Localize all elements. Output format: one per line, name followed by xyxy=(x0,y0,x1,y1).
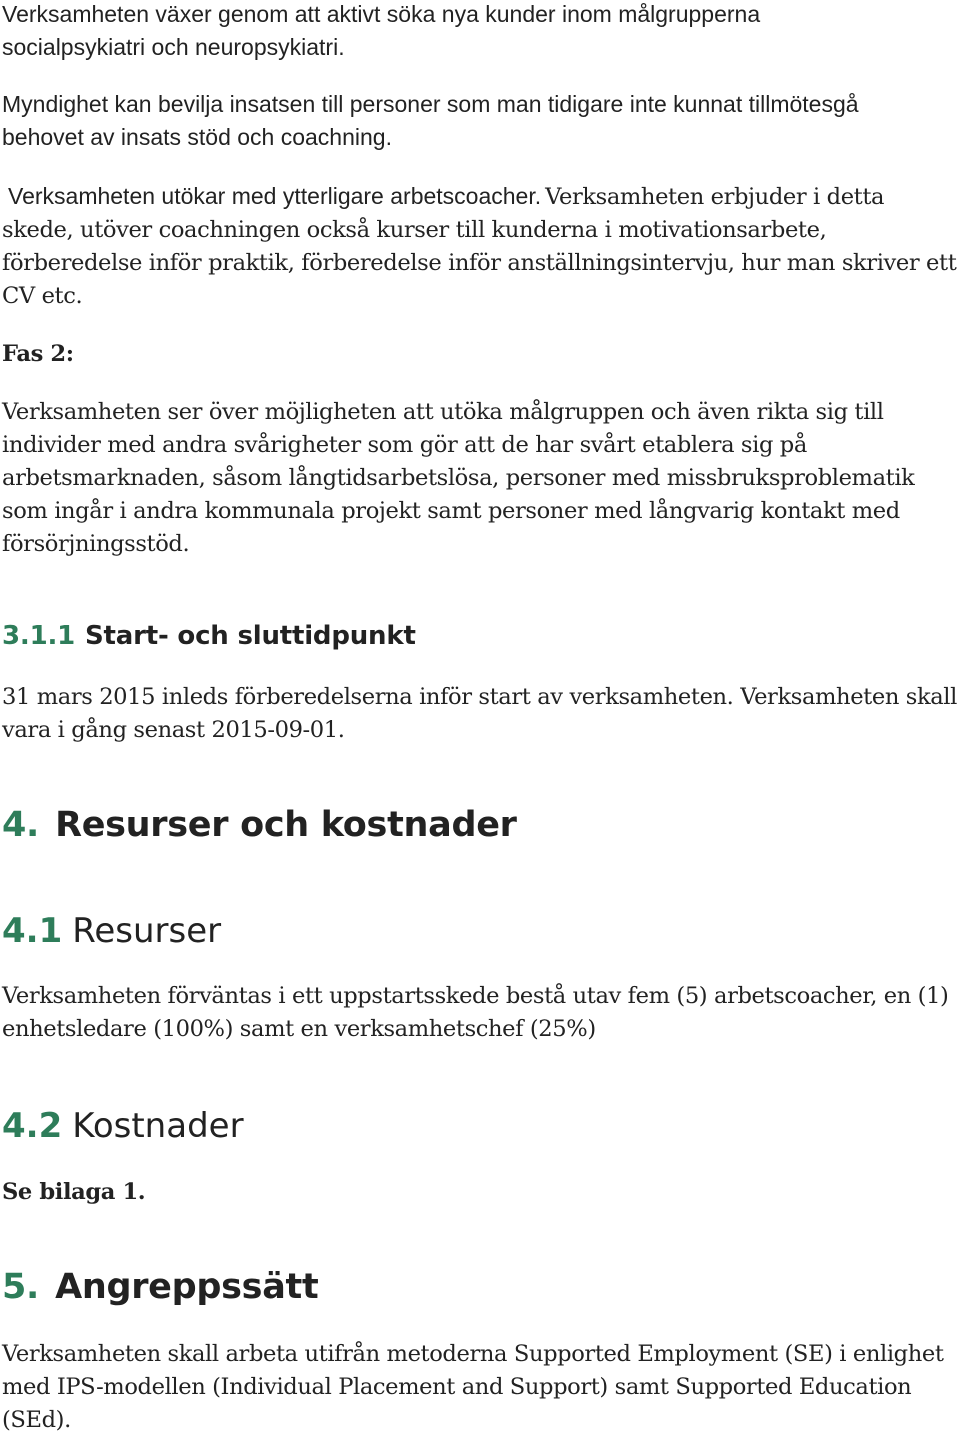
section-number: 3.1.1 xyxy=(2,621,76,651)
paragraph-line: som ingår i andra kommunala projekt samt personer med långvarig kontakt med xyxy=(2,498,900,524)
paragraph-line: med IPS-modellen (Individual Placement and Support) samt Supported Education xyxy=(2,1374,912,1400)
paragraph-line: vara i gång senast 2015-09-01. xyxy=(2,717,345,743)
chapter-heading xyxy=(2,805,517,845)
paragraph-line: individer med andra svårigheter som gör att de har svårt etablera sig på xyxy=(2,432,807,458)
section-number: 4.1 xyxy=(2,911,63,951)
attachment-reference: Se bilaga 1. xyxy=(2,1179,146,1205)
paragraph-line: Verksamheten förväntas i ett uppstartsskede bestå utav fem (5) arbetscoacher, en (1) xyxy=(2,983,949,1009)
paragraph-segment: Verksamheten erbjuder i detta xyxy=(545,184,885,210)
chapter-heading xyxy=(2,1267,319,1307)
paragraph-line: CV etc. xyxy=(2,283,83,309)
section-title: Resurser xyxy=(72,911,222,951)
section-title: Start- och sluttidpunkt xyxy=(85,621,416,651)
section-title: Kostnader xyxy=(72,1106,244,1146)
section-number: 4. xyxy=(2,805,40,845)
section-number: 5. xyxy=(2,1267,40,1307)
subsection-heading xyxy=(2,1106,244,1146)
paragraph-line: Myndighet kan bevilja insatsen till personer som man tidigare inte kunnat tillmötesgå xyxy=(2,91,859,117)
paragraph-line: försörjningsstöd. xyxy=(2,531,190,557)
paragraph-line: 31 mars 2015 inleds förberedelserna inför start av verksamheten. Verksamheten skall xyxy=(2,684,957,710)
paragraph-line: skede, utöver coachningen också kurser till kunderna i motivationsarbete, xyxy=(2,217,827,243)
section-heading xyxy=(2,623,416,649)
paragraph-line: förberedelse inför praktik, förberedelse inför anställningsintervju, hur man skriver ett xyxy=(2,250,957,276)
paragraph-line xyxy=(8,185,884,209)
paragraph-line: Verksamheten växer genom att aktivt söka nya kunder inom målgrupperna xyxy=(2,1,761,27)
paragraph-line: behovet av insats stöd och coachning. xyxy=(2,124,392,150)
paragraph-line: socialpsykiatri och neuropsykiatri. xyxy=(2,34,345,60)
section-title: Resurser och kostnader xyxy=(55,805,517,845)
phase-label: Fas 2: xyxy=(2,341,74,367)
paragraph-line: (SEd). xyxy=(2,1407,71,1433)
section-number: 4.2 xyxy=(2,1106,63,1146)
paragraph-line: Verksamheten ser över möjligheten att utöka målgruppen och även rikta sig till xyxy=(2,399,884,425)
paragraph-line: enhetsledare (100%) samt en verksamhetschef (25%) xyxy=(2,1016,596,1042)
paragraph-segment: Verksamheten utökar med ytterligare arbetscoacher. xyxy=(8,183,542,209)
paragraph-line: Verksamheten skall arbeta utifrån metoderna Supported Employment (SE) i enlighet xyxy=(2,1341,944,1367)
paragraph-line: arbetsmarknaden, såsom långtidsarbetslösa, personer med missbruksproblematik xyxy=(2,465,915,491)
section-title: Angreppssätt xyxy=(55,1267,319,1307)
subsection-heading xyxy=(2,911,222,951)
